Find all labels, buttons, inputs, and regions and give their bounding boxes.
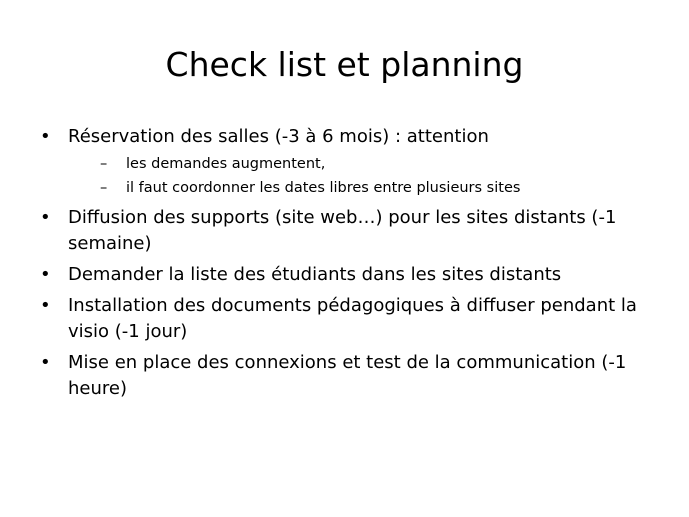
- bullet-item-connection-test: [38, 350, 663, 402]
- bullet-icon: •: [40, 207, 51, 228]
- sub-item-text: les demandes augmentent,: [126, 156, 326, 172]
- bullet-text: Diffusion des supports (site web…) pour les sites distants (-1 semaine): [68, 207, 617, 254]
- bullet-item-student-list: [38, 262, 663, 288]
- bullet-text: Installation des documents pédagogiques à diffuser pendant la visio (-1 jour): [68, 295, 637, 342]
- sub-list: [68, 152, 663, 200]
- dash-icon: –: [100, 180, 108, 196]
- bullet-icon: •: [40, 352, 51, 373]
- sub-item-demand-increase: [68, 152, 663, 176]
- sub-item-coordinate-dates: [68, 176, 663, 200]
- bullet-list: [38, 124, 663, 407]
- bullet-item-material-distribution: [38, 205, 663, 257]
- bullet-icon: •: [40, 264, 51, 285]
- bullet-text: Mise en place des connexions et test de la communication (-1 heure): [68, 352, 627, 399]
- bullet-text: Réservation des salles (-3 à 6 mois) : attention: [68, 126, 489, 147]
- bullet-text: Demander la liste des étudiants dans les sites distants: [68, 264, 562, 285]
- slide-title: Check list et planning: [165, 45, 524, 84]
- bullet-item-room-reservation: [38, 124, 663, 200]
- bullet-icon: •: [40, 295, 51, 316]
- sub-item-text: il faut coordonner les dates libres entre plusieurs sites: [126, 180, 521, 196]
- bullet-item-document-installation: [38, 293, 663, 345]
- bullet-icon: •: [40, 126, 51, 147]
- dash-icon: –: [100, 156, 108, 172]
